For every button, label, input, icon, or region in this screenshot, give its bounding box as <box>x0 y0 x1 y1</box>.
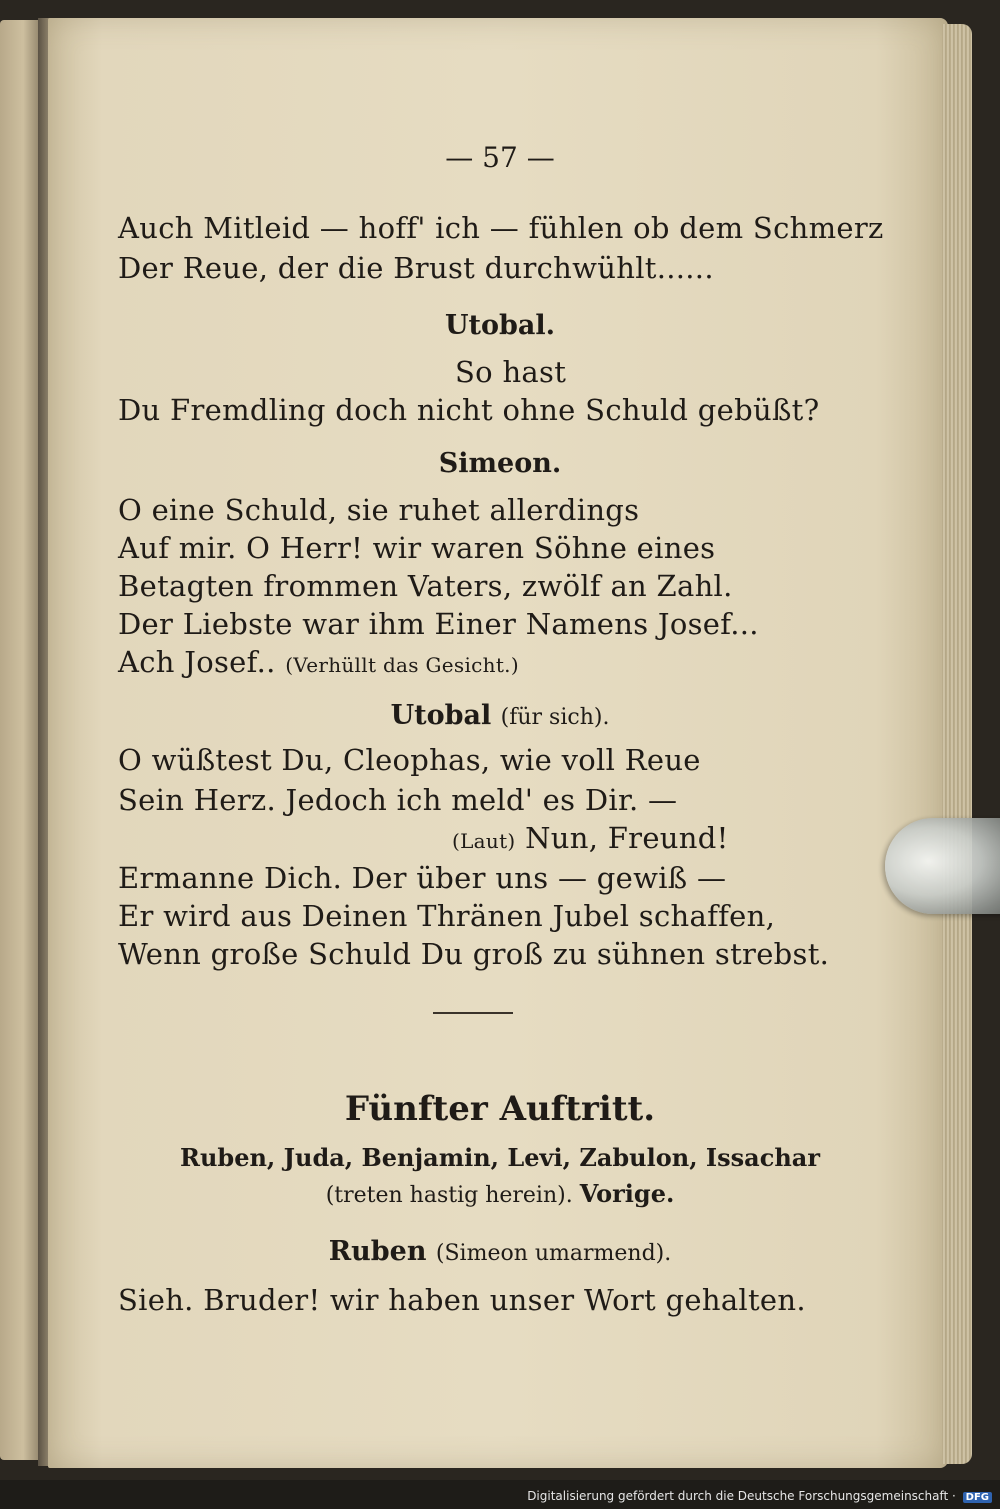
speaker-simeon: Simeon. <box>438 448 562 479</box>
verse-line <box>118 645 519 679</box>
verse-line-indented: So hast <box>455 355 567 389</box>
verse-line: Ermanne Dich. Der über uns — gewiß — <box>118 861 727 895</box>
verse-line: Auf mir. O Herr! wir waren Söhne eines <box>118 531 716 565</box>
verse-line: O wüßtest Du, Cleophas, wie voll Reue <box>118 743 701 777</box>
footer-text: Digitalisierung gefördert durch die Deutsche Forschungsgemeinschaft · <box>527 1489 956 1503</box>
verse-line: Auch Mitleid — hoff' ich — fühlen ob dem Schmerz <box>118 211 884 245</box>
section-divider <box>433 1012 513 1014</box>
verse-line: O eine Schuld, sie ruhet allerdings <box>118 493 640 527</box>
page-number: — 57 — <box>445 141 555 174</box>
dfg-logo: DFG <box>963 1492 992 1503</box>
speaker-aside: (für sich). <box>500 705 610 730</box>
verse-text: Nun, Freund! <box>525 821 729 855</box>
stage-direction: (Laut) <box>452 829 516 853</box>
stage-direction: (Verhüllt das Gesicht.) <box>285 653 519 677</box>
speaker-name: Ruben <box>328 1236 427 1267</box>
verse-line-indented <box>452 821 729 855</box>
digitization-footer <box>527 1489 992 1503</box>
page-clip <box>885 818 1000 914</box>
cast-others: Vorige. <box>579 1179 675 1208</box>
verse-line: Sieh. Bruder! wir haben unser Wort gehalten. <box>118 1283 806 1317</box>
speaker-aside: (Simeon umarmend). <box>435 1241 672 1266</box>
verse-line: Er wird aus Deinen Thränen Jubel schaffen, <box>118 899 776 933</box>
speaker-ruben <box>0 1238 1000 1265</box>
stage-direction: (treten hastig herein). <box>325 1183 573 1208</box>
scene-cast: Ruben, Juda, Benjamin, Levi, Zabulon, Issachar <box>180 1143 820 1172</box>
speaker-utobal-aside <box>0 702 1000 729</box>
verse-line: Du Fremdling doch nicht ohne Schuld gebüßt? <box>118 393 820 427</box>
verse-line: Der Reue, der die Brust durchwühlt...... <box>118 251 714 285</box>
verse-line: Sein Herz. Jedoch ich meld' es Dir. — <box>118 783 678 817</box>
verse-line: Wenn große Schuld Du groß zu sühnen strebst. <box>118 937 830 971</box>
speaker-name: Utobal <box>390 700 492 731</box>
verse-line: Der Liebste war ihm Einer Namens Josef... <box>118 607 759 641</box>
scene-title: Fünfter Auftritt. <box>344 1089 656 1129</box>
verse-line: Betagten frommen Vaters, zwölf an Zahl. <box>118 569 733 603</box>
verse-text: Ach Josef.. <box>118 645 276 679</box>
scene-cast-direction <box>0 1179 1000 1208</box>
speaker-utobal: Utobal. <box>444 310 556 341</box>
